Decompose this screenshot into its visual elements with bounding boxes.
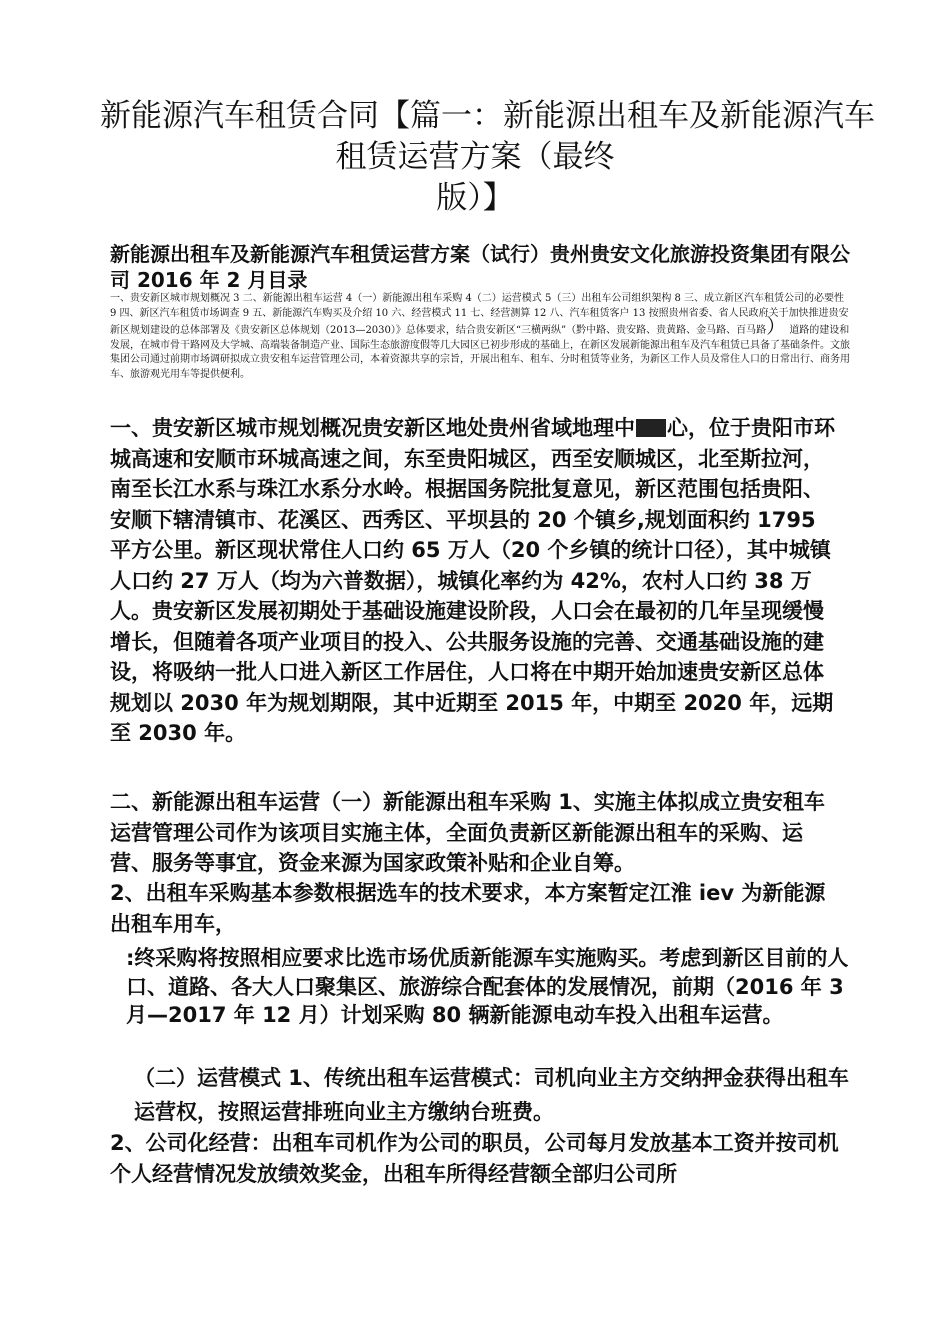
paragraph-taxi-purchase: 2、出租车采购基本参数根据选车的技术要求，本方案暂定江淮 iev 为新能源出租车用车， <box>110 881 826 936</box>
paragraph-1-text-b: 心，位于贵阳市环城高速和安顺市环城高速之间，东至贵阳城区，西至安顺城区，北至斯拉河，南至长江水系与珠江水系分水岭。根据国务院批复意见，新区范围包括贵阳、安顺下辖清镇市、花溪区、西秀区、平坝县的 20 个镇乡,规划面积约 1795 平方公里。新区现状常住人口约 65 万人（20 个乡镇的统计口径），其中城镇人口约 27 万人（均为六普数据），城镇化率约为 42%，农村人口约 38 万人。贵安新区发展初期处于基础设施建设阶段，人口会在最初的几年呈现缓慢增长，但随着各项产业项目的投入、公共服务设施的完善、交通基础设施的建设，将吸纳一批人口进入新区工作居住，人口将在中期开始加速贵安新区总体规划以 2030 年为规划期限，其中近期至 2015 年，中期至 2020 年，远期至 2030 年。 <box>110 416 835 745</box>
paragraph-operation-mode: （二）运营模式 1、传统出租车运营模式：司机向业主方交纳押金获得出租车运营权，按照运营排班向业主方缴纳台班费。 <box>134 1066 849 1124</box>
paragraph-taxi-operation: 二、新能源出租车运营（一）新能源出租车采购 1、实施主体拟成立贵安租车运营管理公司作为该项目实施主体，全面负责新区新能源出租车的采购、运营、服务等事宜，资金来源为国家政策补贴和企业自筹。 <box>110 790 825 875</box>
toc-paren: ） <box>766 314 787 339</box>
table-of-contents <box>110 292 850 383</box>
toc-text-2: 道路的建设和发展，在城市骨干路网及大学城、高端装备制造产业、国际生态旅游度假等几大园区已初步形成的基础上，在新区发展新能源出租车及汽车租赁已具备了基础条件。文旅集团公司通过前期市场调研拟成立贵安租车运营管理公司，本着资源共享的宗旨，开展出租车、租车、分时租赁等业务，为新区工作人员及常住人口的日常出行、商务用车、旅游观光用车等提供便利。 <box>110 325 850 380</box>
title-line-3: 版）】 <box>436 180 514 216</box>
toc-text-1: 一、贵安新区城市规划概况 3 二、新能源出租车运营 4（一）新能源出租车采购 4（二）运营模式 5（三）出租车公司组织架构 8 三、成立新区汽车租赁公司的必要性 9 四、新区汽车租赁市场调查 9 五、新能源汽车购买及介绍 10 六、经营模式 11 七、经营测算 12 八、汽车租赁客户 13 按照贵州省委、省人民政府关于加快推进贵安新区规划建设的总体部署及《贵安新区总体规划（2013—2030）》总体要求，结合贵安新区“三横两纵”（黔中路、贵安路、贵黄路、金马路、百马路 <box>110 293 849 337</box>
garbled-glyph-icon <box>636 419 666 437</box>
title-line-1: 新能源汽车租赁合同【篇一：新能源出租车及新能源汽车 <box>100 98 875 134</box>
paragraph-1-text-a: 一、贵安新区城市规划概况贵安新区地处贵州省域地理中 <box>110 416 635 440</box>
document-subtitle: 新能源出租车及新能源汽车租赁运营方案（试行）贵州贵安文化旅游投资集团有限公司 2016 年 2 月目录 <box>110 242 850 292</box>
paragraph-procurement: :终采购将按照相应要求比选市场优质新能源车实施购买。考虑到新区目前的人口、道路、各大人口聚集区、旅游综合配套体的发展情况，前期（2016 年 3 月—2017 年 12 月）计划采购 80 辆新能源电动车投入出租车运营。 <box>126 946 849 1027</box>
document-title <box>100 96 875 219</box>
title-line-2: 租赁运营方案（最终 <box>335 139 615 175</box>
paragraph-planning-overview <box>110 413 840 749</box>
paragraph-company-operation: 2、公司化经营：出租车司机作为公司的职员，公司每月发放基本工资并按司机个人经营情况发放绩效奖金，出租车所得经营额全部归公司所 <box>110 1131 839 1186</box>
